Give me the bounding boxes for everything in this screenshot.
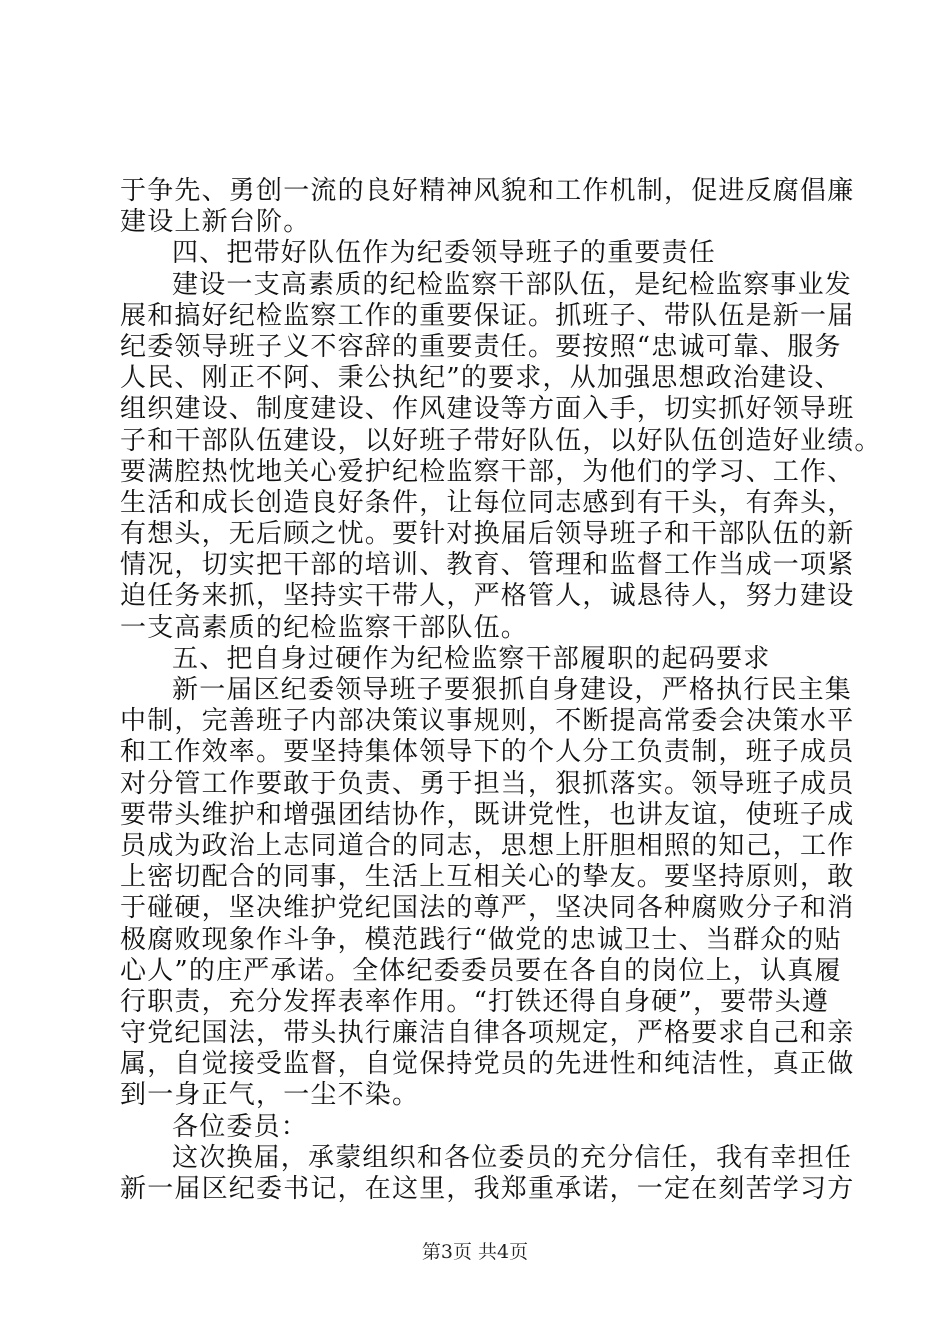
text-line: 新一届区纪委领导班子要狠抓自身建设，严格执行民主集 [172, 675, 853, 705]
text-line: 人民、刚正不阿、秉公执纪”的要求，从加强思想政治建设、 [120, 363, 842, 394]
text-line: 对分管工作要敢于负责、勇于担当，狠抓落实。领导班子成员 [120, 768, 855, 799]
document-body [120, 176, 882, 1205]
text-line: 于争先、勇创一流的良好精神风貌和工作机制，促进反腐倡廉 [120, 176, 855, 206]
text-line: 要满腔热忱地关心爱护纪检监察干部，为他们的学习、工作、 [120, 456, 855, 487]
page-footer [0, 1240, 950, 1264]
text-line: 员成为政治上志同道合的同志，思想上肝胆相照的知己，工作 [120, 830, 855, 861]
text-line: 各位委员： [172, 1111, 309, 1142]
text-line: 迫任务来抓，坚持实干带人，严格管人，诚恳待人，努力建设 [120, 581, 855, 612]
text-line: 到一身正气，一尘不染。 [120, 1080, 420, 1111]
text-line: 四、把带好队伍作为纪委领导班子的重要责任 [172, 238, 717, 269]
text-line: 属，自觉接受监督，自觉保持党员的先进性和纯洁性，真正做 [120, 1049, 855, 1080]
text-line: 心人”的庄严承诺。全体纪委委员要在各自的岗位上，认真履 [120, 955, 842, 986]
text-line: 一支高素质的纪检监察干部队伍。 [120, 612, 529, 643]
text-line: 和工作效率。要坚持集体领导下的个人分工负责制，班子成员 [120, 737, 855, 768]
text-line: 这次换届，承蒙组织和各位委员的充分信任，我有幸担任 [172, 1142, 853, 1173]
text-line: 子和干部队伍建设，以好班子带好队伍，以好队伍创造好业绩。 [120, 425, 882, 456]
text-line: 展和搞好纪检监察工作的重要保证。抓班子、带队伍是新一届 [120, 300, 855, 331]
text-line: 有想头，无后顾之忧。要针对换届后领导班子和干部队伍的新 [120, 519, 855, 550]
page-number: 第3页 共4页 [421, 1241, 529, 1263]
text-line: 要带头维护和增强团结协作，既讲党性，也讲友谊，使班子成 [120, 799, 855, 830]
text-line: 上密切配合的同事，生活上互相关心的挚友。要坚持原则，敢 [120, 862, 855, 893]
text-line: 新一届区纪委书记，在这里，我郑重承诺，一定在刻苦学习方 [120, 1174, 855, 1204]
text-line: 五、把自身过硬作为纪检监察干部履职的起码要求 [172, 643, 771, 674]
text-line: 行职责，充分发挥表率作用。“打铁还得自身硬”，要带头遵 [120, 986, 829, 1017]
text-line: 纪委领导班子义不容辞的重要责任。要按照“忠诚可靠、服务 [120, 331, 842, 362]
text-line: 极腐败现象作斗争，模范践行“做党的忠诚卫士、当群众的贴 [120, 924, 842, 955]
text-line: 生活和成长创造良好条件，让每位同志感到有干头，有奔头， [120, 487, 855, 518]
text-line: 建设上新台阶。 [120, 207, 311, 238]
text-line: 情况，切实把干部的培训、教育、管理和监督工作当成一项紧 [120, 550, 855, 581]
text-line: 中制，完善班子内部决策议事规则，不断提高常委会决策水平 [120, 706, 855, 737]
text-line: 于碰硬，坚决维护党纪国法的尊严，坚决同各种腐败分子和消 [120, 893, 855, 924]
text-line: 建设一支高素质的纪检监察干部队伍，是纪检监察事业发 [172, 269, 853, 300]
text-line: 组织建设、制度建设、作风建设等方面入手，切实抓好领导班 [120, 394, 855, 425]
text-line: 守党纪国法，带头执行廉洁自律各项规定，严格要求自己和亲 [120, 1018, 855, 1049]
